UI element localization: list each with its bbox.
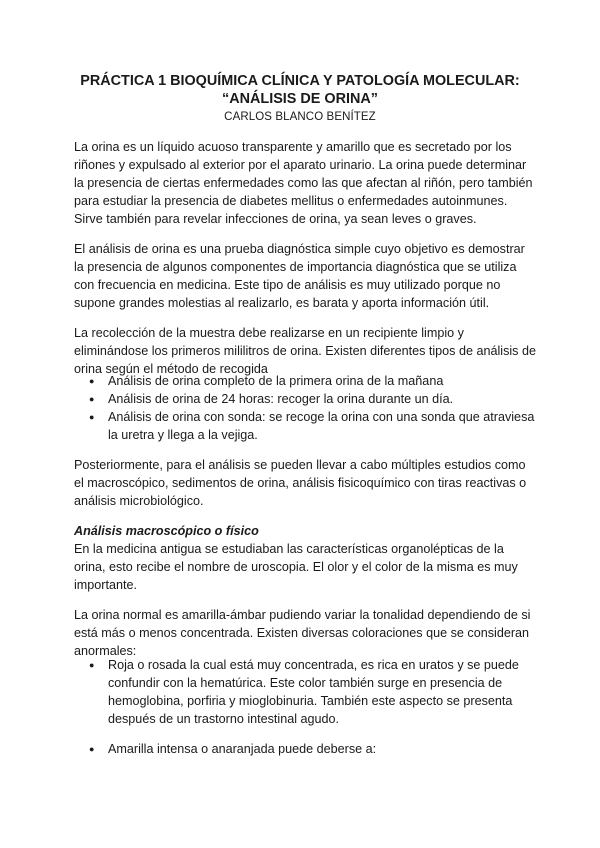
paragraph-studies: Posteriormente, para el análisis se pueden llevar a cabo múltiples estudios como el macroscópico, sedimentos de orina, análisis fisicoquímico con tiras reactivas o análisis microbiológico. xyxy=(74,458,527,508)
list-item-text: Análisis de orina con sonda: se recoge la orina con una sonda que atraviesa la uretra y llega a la vejiga. xyxy=(108,410,535,442)
bullet-icon: ● xyxy=(89,412,95,422)
paragraph-intro: La orina es un líquido acuoso transparente y amarillo que es secretado por los riñones y expulsado al exterior por el aparato urinario. La orina puede determinar la presencia de ciertas enfermedades como las que afectan al riñón, pero también para estudiar la presencia de diabetes mellitus o enfermedades autoinmunes. Sirve también para revelar infecciones de orina, ya sean leves o graves. xyxy=(74,140,533,226)
colorations-list-continued xyxy=(74,740,536,758)
bullet-icon: ● xyxy=(89,394,95,404)
title-line-2: “ANÁLISIS DE ORINA” xyxy=(222,91,378,107)
bullet-icon: ● xyxy=(89,744,95,754)
author-name: CARLOS BLANCO BENÍTEZ xyxy=(224,111,376,123)
list-item-text: Amarilla intensa o anaranjada puede deberse a: xyxy=(108,742,377,756)
list-item-text: Análisis de orina completo de la primera orina de la mañana xyxy=(108,374,444,388)
paragraph-analysis: El análisis de orina es una prueba diagnóstica simple cuyo objetivo es demostrar la presencia de algunos componentes de importancia diagnóstica que se utiliza con frecuencia en medicina. Este tipo de análisis es muy utilizado porque no supone grandes molestias al realizarlo, es barata y aporta información útil. xyxy=(74,242,525,310)
colorations-list xyxy=(74,656,536,728)
bullet-icon: ● xyxy=(89,376,95,386)
collection-methods-list xyxy=(74,372,536,444)
list-item xyxy=(74,372,536,390)
paragraph-collection: La recolección de la muestra debe realizarse en un recipiente limpio y eliminándose los primeros mililitros de orina. Existen diferentes tipos de análisis de orina según el método de recogida xyxy=(74,326,536,376)
list-item xyxy=(74,656,536,728)
paragraph-uroscopy: En la medicina antigua se estudiaban las características organolépticas de la orina, esto recibe el nombre de uroscopia. El olor y el color de la misma es muy importante. xyxy=(74,542,518,592)
list-item-text: Análisis de orina de 24 horas: recoger la orina durante un día. xyxy=(108,392,454,406)
section-heading: Análisis macroscópico o físico xyxy=(74,524,259,538)
bullet-icon: ● xyxy=(89,660,95,670)
paragraph-normal-color: La orina normal es amarilla-ámbar pudiendo variar la tonalidad dependiendo de si está más o menos concentrada. Existen diversas coloraciones que se consideran anormales: xyxy=(74,608,531,658)
title-line-1: PRÁCTICA 1 BIOQUÍMICA CLÍNICA Y PATOLOGÍA MOLECULAR: xyxy=(80,73,520,89)
list-item xyxy=(74,740,536,758)
list-item xyxy=(74,390,536,408)
list-item xyxy=(74,408,536,444)
list-item-text: Roja o rosada la cual está muy concentrada, es rica en uratos y se puede confundir con la hematúrica. Este color también surge en presencia de hemoglobina, porfiria y mioglobinuria. También este aspecto se presenta después de un trastorno intestinal agudo. xyxy=(108,658,519,726)
